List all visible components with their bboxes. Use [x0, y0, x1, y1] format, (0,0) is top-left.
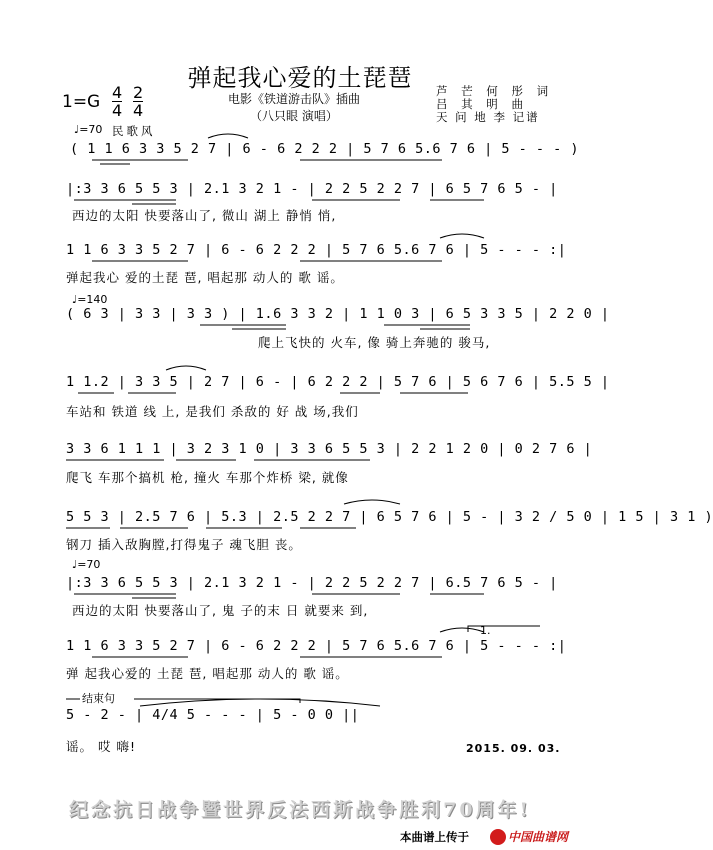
notation-line-6: 3 3 6 1 1 1 | 3 2 3 1 0 | 3 3 6 5 5 3 | 2 2 1 2 0 | 0 2 7 6 | [66, 441, 593, 457]
time-signature-4-4: 4 4 [112, 83, 123, 120]
time-signature-2-4: 2 4 [133, 83, 144, 120]
lyric-line-9: 弹 起我心爱的 土琵 琶, 唱起那 动人的 歌 谣。 [66, 666, 349, 681]
performer: （八只眼 演唱） [250, 109, 338, 123]
credit-lyricist: 芦 芒 何 彤 词 [436, 84, 554, 98]
notation-line-1: ( 1 1 6 3 3 5 2 7 | 6 - 6 2 2 2 | 5 7 6 5.6 7 6 | 5 - - - ) [70, 141, 580, 157]
notation-line-9: 1 1 6 3 3 5 2 7 | 6 - 6 2 2 2 | 5 7 6 5.6 7 6 | 5 - - - :| [66, 638, 567, 654]
credit-transcriber: 天 问 地 李 记谱 [436, 110, 540, 124]
notation-line-7: 5 5 3 | 2.5 7 6 | 5.3 | 2.5 2 2 7 | 6 5 7 6 | 5 - | 3 2 / 5 0 | 1 5 | 3 1 ) [66, 509, 713, 525]
ending-label: 结束句 [82, 692, 115, 705]
credit-composer: 吕 其 明 曲 [436, 97, 528, 111]
site-logo-text: 中国曲谱网 [508, 830, 569, 844]
notation-line-5: 1 1.2 | 3 3 5 | 2 7 | 6 - | 6 2 2 2 | 5 7 6 | 5 6 7 6 | 5.5 5 | [66, 374, 610, 390]
lyric-line-7: 钢刀 插入敌胸膛,打得鬼子 魂飞胆 丧。 [66, 537, 302, 552]
tempo-marking-3: ♩=70 [72, 558, 101, 571]
lyric-line-10: 谣。 哎 嗨! [66, 739, 136, 754]
lyric-line-8: 西边的太阳 快要落山了, 鬼 子的末 日 就要来 到, [72, 603, 369, 618]
date-stamp: 2015. 09. 03. [466, 742, 561, 755]
volta-1: 1. [480, 624, 491, 637]
notation-line-10: 5 - 2 - | 4/4 5 - - - | 5 - 0 0 || [66, 707, 360, 723]
notation-line-3: 1 1 6 3 3 5 2 7 | 6 - 6 2 2 2 | 5 7 6 5.6 7 6 | 5 - - - :| [66, 242, 567, 258]
notation-line-2: |:3 3 6 5 5 3 | 2.1 3 2 1 - | 2 2 5 2 2 7 | 6 5 7 6 5 - | [66, 181, 558, 197]
site-logo-icon [490, 829, 506, 845]
commemoration-banner: 纪念抗日战争暨世界反法西斯战争胜利70周年! [69, 799, 531, 821]
tempo-marking: ♩=70 [74, 123, 103, 136]
lyric-line-4: 爬上飞快的 火车, 像 骑上奔驰的 骏马, [258, 335, 491, 350]
upload-note: 本曲谱上传于 [400, 830, 469, 844]
song-title: 弹起我心爱的土琵琶 [187, 64, 413, 92]
lyric-line-3: 弹起我心 爱的土琵 琶, 唱起那 动人的 歌 谣。 [66, 270, 344, 285]
notation-line-4: ( 6 3 | 3 3 | 3 3 ) | 1.6 3 3 2 | 1 1 0 3 | 6 5 3 3 5 | 2 2 0 | [66, 306, 610, 322]
subtitle: 电影《铁道游击队》插曲 [228, 92, 361, 106]
lyric-line-2: 西边的太阳 快要落山了, 微山 湖上 静悄 悄, [72, 208, 337, 223]
lyric-line-6: 爬飞 车那个搞机 枪, 撞火 车那个炸桥 梁, 就像 [66, 470, 349, 485]
key-signature: 1=G [62, 92, 101, 112]
tempo-marking-2: ♩=140 [72, 293, 108, 306]
notation-line-8: |:3 3 6 5 5 3 | 2.1 3 2 1 - | 2 2 5 2 2 7 | 6.5 7 6 5 - | [66, 575, 558, 591]
style-marking: 民歌风 [112, 124, 156, 138]
site-logo[interactable] [490, 826, 590, 844]
lyric-line-5: 车站和 铁道 线 上, 是我们 杀敌的 好 战 场,我们 [66, 404, 359, 419]
